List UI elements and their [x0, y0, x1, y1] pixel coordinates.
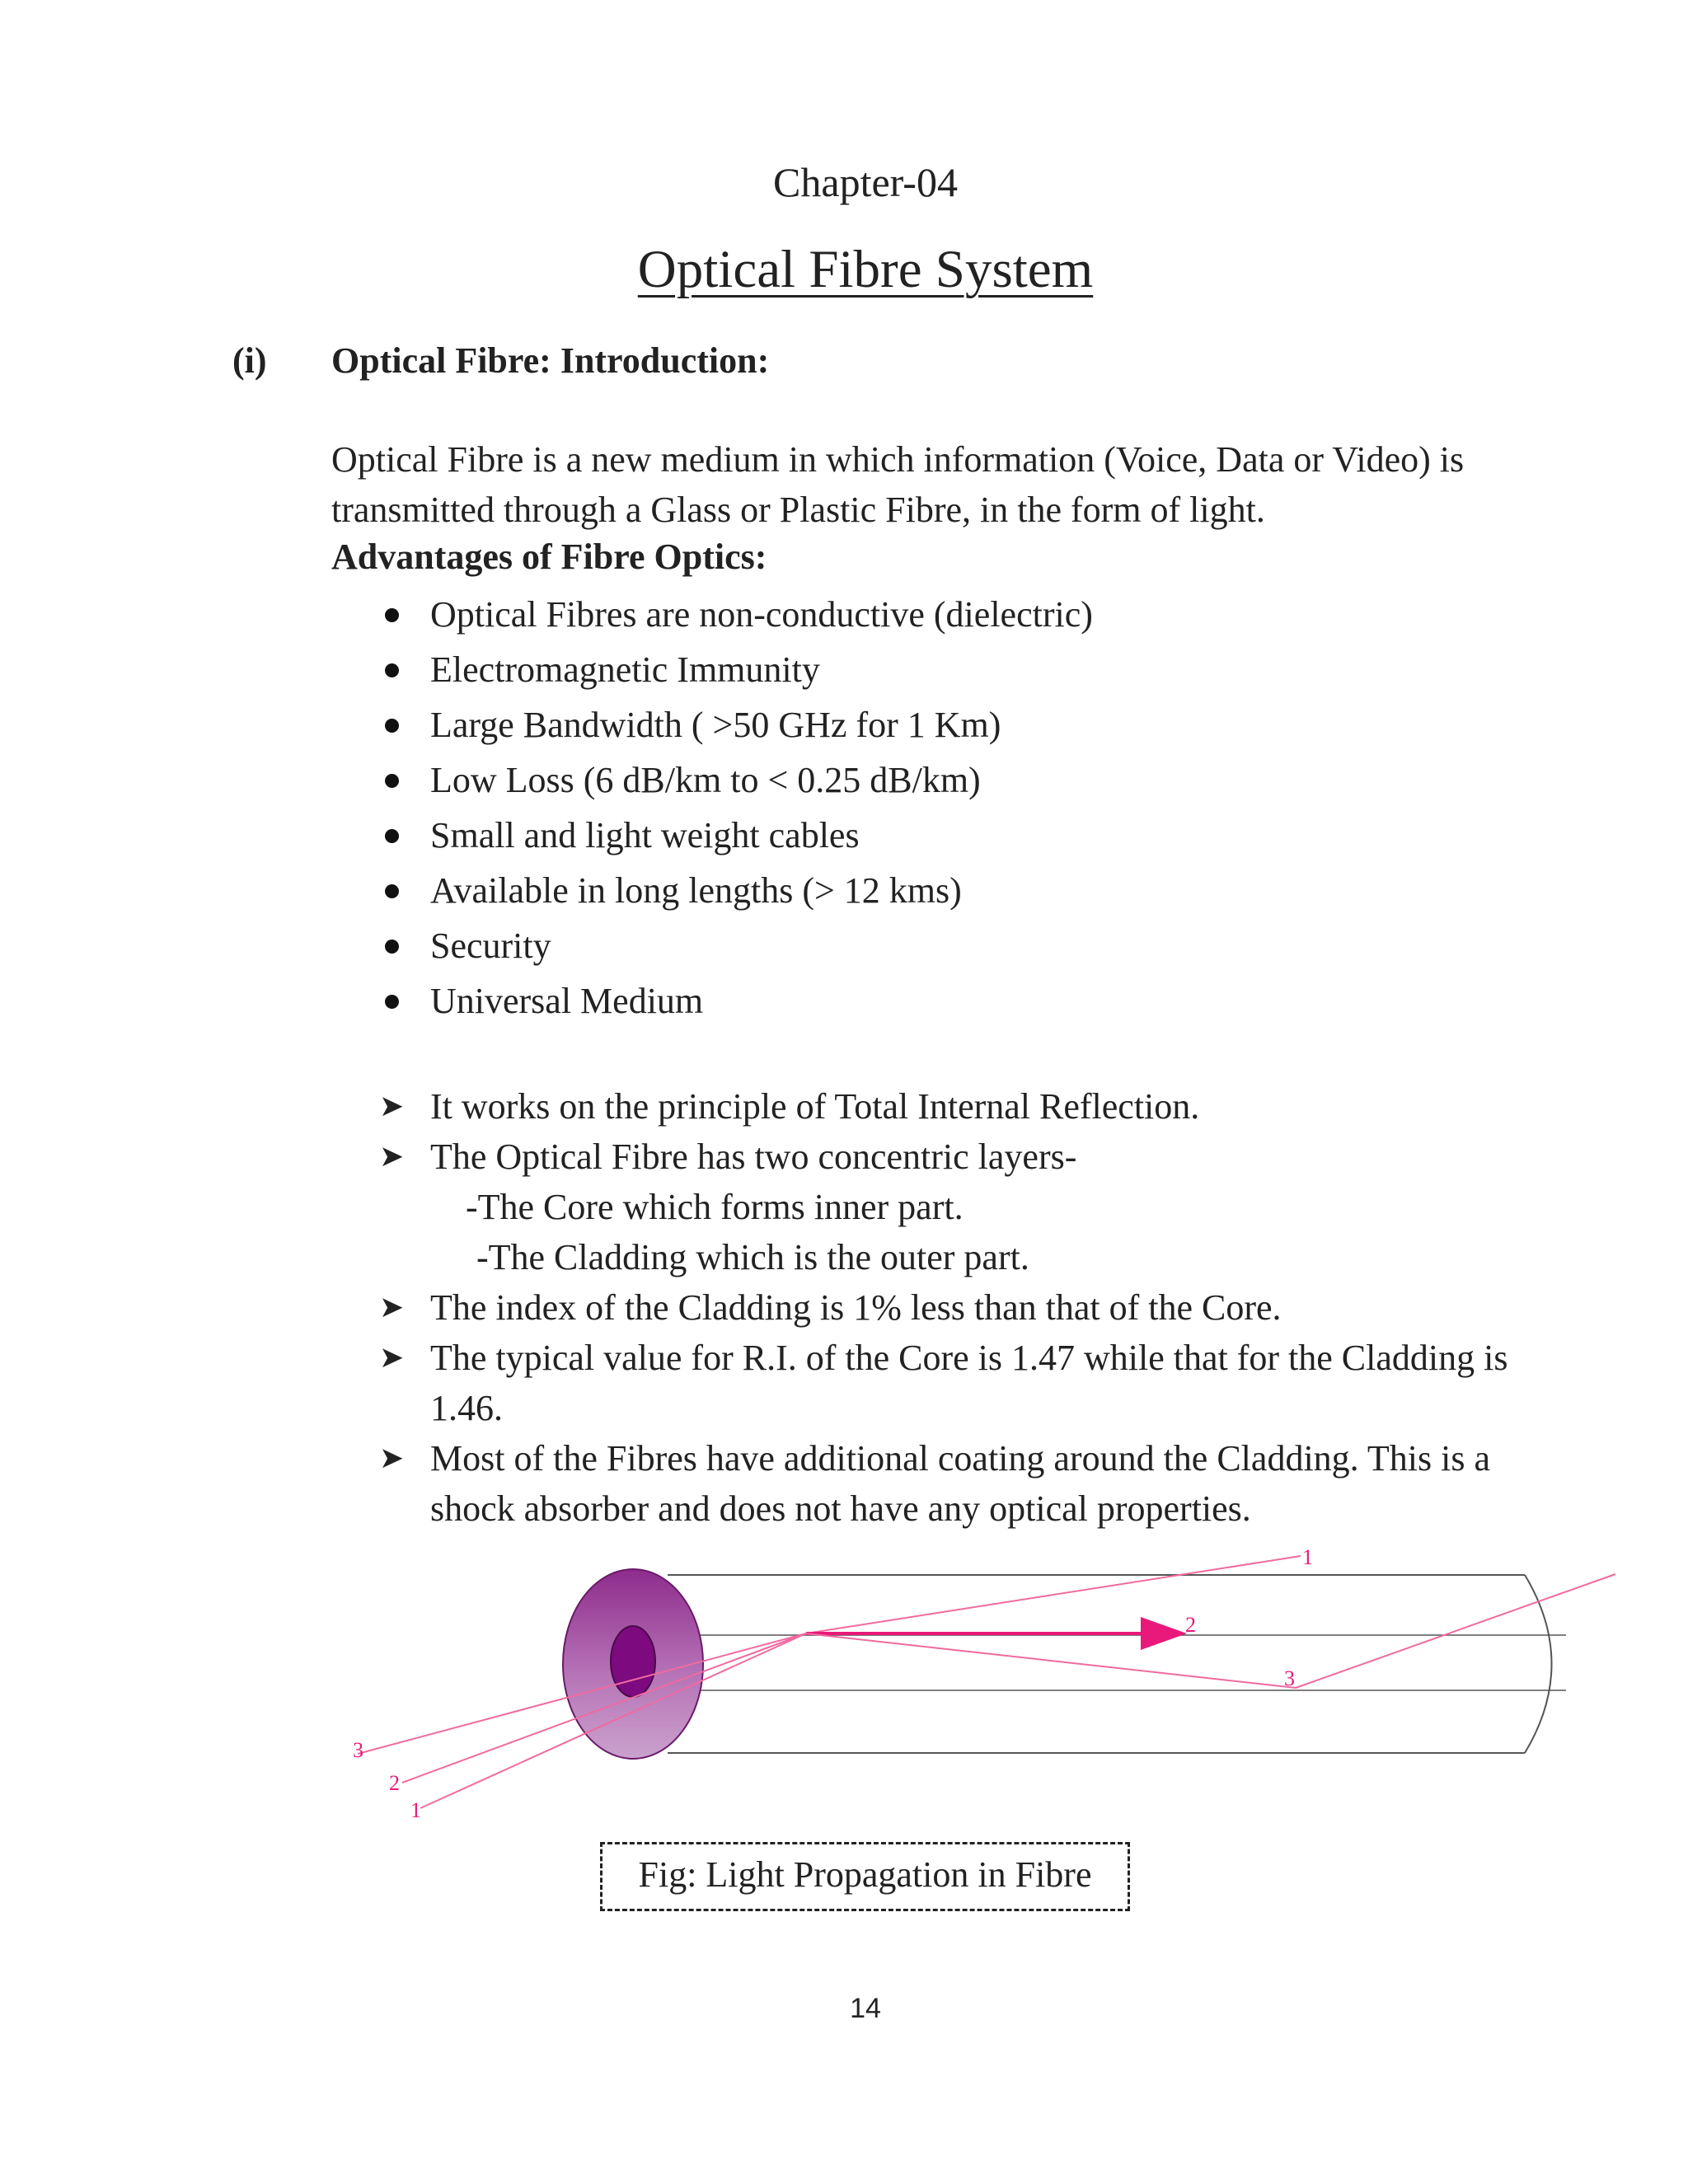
core-face — [611, 1626, 655, 1697]
list-item-text: It works on the principle of Total Internal Reflection. — [430, 1086, 1200, 1127]
bullet-icon — [385, 608, 399, 622]
list-item-text: The index of the Cladding is 1% less than that of the Core. — [430, 1287, 1282, 1328]
page-title — [0, 239, 1688, 301]
list-item-text: Security — [430, 926, 551, 966]
sub-item-core: -The Core which forms inner part. — [466, 1187, 964, 1227]
ray-label-left-1: 1 — [410, 1798, 421, 1822]
chapter-label: Chapter-04 — [773, 159, 958, 205]
arrowhead-bullet-icon: ➤ — [379, 1140, 405, 1174]
arrowhead-bullet-icon: ➤ — [379, 1291, 405, 1324]
bullet-icon — [385, 663, 399, 677]
list-item — [0, 587, 1093, 642]
list-item — [0, 918, 1093, 973]
ray-label-left-3: 3 — [353, 1738, 363, 1762]
list-item — [0, 863, 1093, 918]
list-item — [0, 1132, 1551, 1182]
ray-label-right-3: 3 — [1284, 1666, 1295, 1690]
list-item — [0, 1433, 1551, 1534]
list-item — [0, 1333, 1551, 1433]
list-item — [0, 752, 1093, 808]
ray-label-left-2: 2 — [389, 1771, 400, 1795]
page-number: 14 — [850, 1993, 881, 2024]
list-item-text: Large Bandwidth ( >50 GHz for 1 Km) — [430, 705, 1001, 745]
list-item — [0, 973, 1093, 1029]
list-item — [0, 808, 1093, 863]
sub-item-cladding: -The Cladding which is the outer part. — [476, 1237, 1029, 1277]
list-item-text: Small and light weight cables — [430, 815, 860, 855]
ray-3-exit — [1296, 1574, 1615, 1688]
key-points-list — [0, 1081, 1551, 1534]
section-title: Optical Fibre: Introduction: — [331, 340, 770, 381]
bullet-icon — [385, 829, 399, 843]
ray-3-reflected — [806, 1633, 1296, 1688]
ray-label-right-2: 2 — [1185, 1613, 1196, 1637]
bullet-icon — [385, 884, 399, 898]
list-sub-item — [0, 1232, 1121, 1282]
ray-label-right-1: 1 — [1302, 1549, 1313, 1569]
list-item-text: Electromagnetic Immunity — [430, 649, 820, 690]
advantages-heading: Advantages of Fibre Optics: — [331, 537, 767, 577]
section-number: (i) — [232, 340, 267, 381]
bullet-icon — [385, 995, 399, 1009]
list-item-text: Low Loss (6 dB/km to < 0.25 dB/km) — [430, 760, 981, 800]
list-item-text: The Optical Fibre has two concentric layers- — [430, 1137, 1077, 1177]
page-title-text: Optical Fibre System — [637, 240, 1094, 299]
arrowhead-bullet-icon: ➤ — [379, 1341, 405, 1375]
list-sub-item — [0, 1182, 1121, 1232]
fibre-propagation-diagram — [346, 1549, 1632, 1830]
list-item — [0, 697, 1093, 752]
advantages-list — [0, 587, 1093, 1029]
bullet-icon — [385, 940, 399, 954]
bullet-icon — [385, 774, 399, 788]
intro-paragraph: Optical Fibre is a new medium in which information (Voice, Data or Video) is transmitted through a Glass or Plastic Fibre, in the form of light. — [331, 439, 1465, 530]
arrowhead-bullet-icon: ➤ — [379, 1090, 405, 1123]
list-item — [0, 1081, 1551, 1132]
list-item — [0, 642, 1093, 697]
figure-caption: Fig: Light Propagation in Fibre — [638, 1854, 1092, 1895]
ray-1-outgoing — [806, 1556, 1301, 1633]
arrowhead-bullet-icon: ➤ — [379, 1441, 405, 1475]
list-item-text: Universal Medium — [430, 981, 704, 1021]
bullet-icon — [385, 719, 399, 733]
list-item-text: Optical Fibres are non-conductive (dielectric) — [430, 594, 1093, 635]
list-item — [0, 1282, 1551, 1333]
list-item-text: Available in long lengths (> 12 kms) — [430, 870, 962, 911]
list-item-text: Most of the Fibres have additional coating around the Cladding. This is a shock absorber and does not have any optical properties. — [430, 1438, 1490, 1529]
list-item-text: The typical value for R.I. of the Core is 1.47 while that for the Cladding is 1.46. — [430, 1338, 1508, 1428]
